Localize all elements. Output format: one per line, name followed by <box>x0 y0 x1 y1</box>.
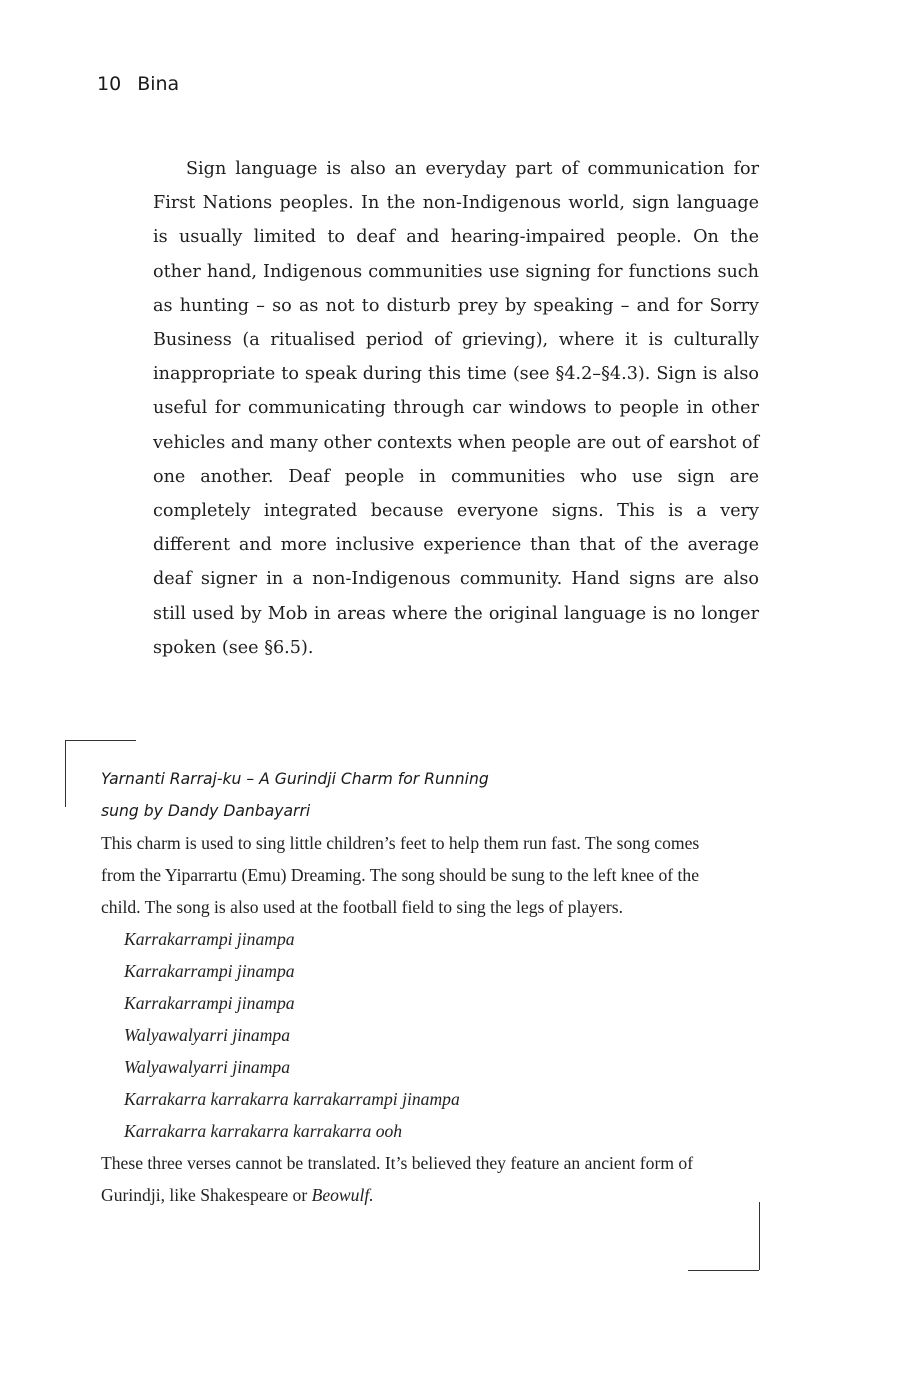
box-corner-bottom-right-vertical <box>759 1202 760 1270</box>
box-intro: This charm is used to sing little children’s feet to help them run fast. The song comes from the Yiparrartu (Emu) Dreaming. The song should be sung to the left knee of the child. The song is also used at the football field to sing the legs of players. <box>101 833 700 917</box>
box-closing-text: These three verses cannot be translated. It’s believed they feature an ancient form of Gurindji, like Shakespeare or <box>101 1153 694 1205</box>
box-closing-italic: Beowulf. <box>311 1185 374 1205</box>
box-title: Yarnanti Rarraj-ku – A Gurindji Charm for Running <box>101 770 489 788</box>
verse-line: Karrakarrampi jinampa <box>124 961 295 981</box>
verse-line: Karrakarra karrakarra karrakarra ooh <box>124 1121 403 1141</box>
box-corner-bottom-right-horizontal <box>688 1270 759 1271</box>
box-body <box>101 827 721 1211</box>
verse-line: Karrakarra karrakarra karrakarrampi jinampa <box>124 1089 460 1109</box>
box-corner-top-left-horizontal <box>65 740 136 741</box>
page-number: 10 <box>97 73 122 95</box>
verse-line: Walyawalyarri jinampa <box>124 1057 291 1077</box>
verse-list <box>101 923 721 1147</box>
body-paragraph: Sign language is also an everyday part of communication for First Nations peoples. In the non-Indigenous world, sign language is usually limited to deaf and hearing-impaired people. On the other hand, Indigenous communities use signing for functions such as hunting – so as not to disturb prey by speaking – and for Sorry Business (a ritualised period of grieving), where it is culturally inappropriate to speak during this time (see §4.2–§4.3). Sign is also useful for communicating through car windows to people in other vehicles and many other contexts when people are out of earshot of one another. Deaf people in communities who use sign are completely integrated because everyone signs. This is a very different and more inclusive experience than that of the average deaf signer in a non-Indigenous community. Hand signs are also still used by Mob in areas where the original language is no longer spoken (see §6.5). <box>153 159 759 658</box>
verse-line: Karrakarrampi jinampa <box>124 929 295 949</box>
box-heading <box>101 763 721 827</box>
running-title: Bina <box>137 73 180 95</box>
verse-line: Karrakarrampi jinampa <box>124 993 295 1013</box>
box-closing <box>101 1147 721 1211</box>
box-subtitle: sung by Dandy Danbayarri <box>101 802 311 820</box>
verse-line: Walyawalyarri jinampa <box>124 1025 291 1045</box>
box-corner-top-left-vertical <box>65 740 66 807</box>
running-header <box>97 70 179 98</box>
